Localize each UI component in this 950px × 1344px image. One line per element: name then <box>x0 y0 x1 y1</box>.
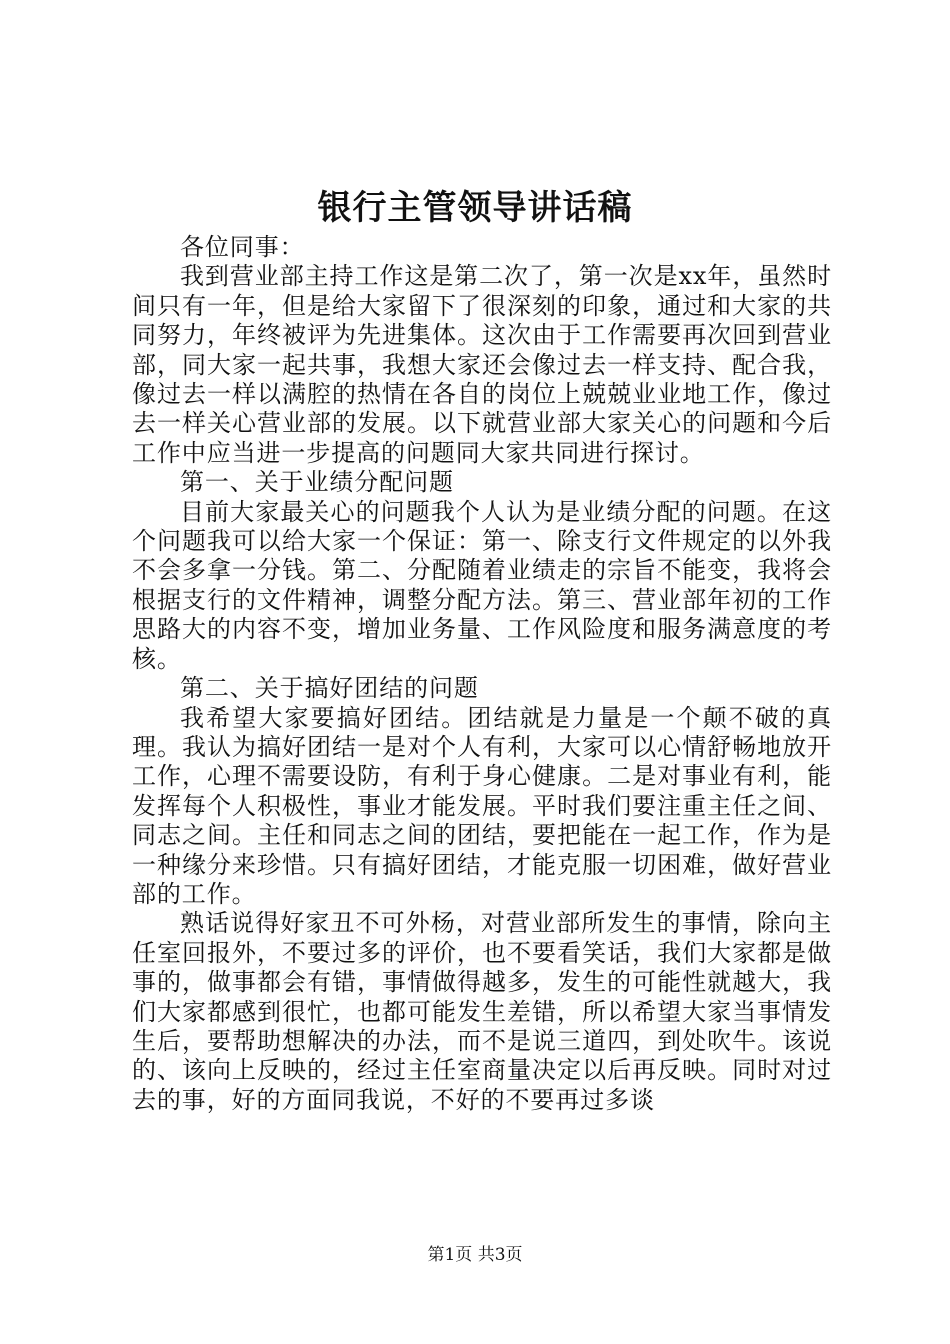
section-paragraph-1: 目前大家最关心的问题我个人认为是业绩分配的问题。在这个问题我可以给大家一个保证：第一、除支行文件规定的以外我不会多拿一分钱。第二、分配随着业绩走的宗旨不能变，我将会根据支行的文件精神，调整分配方法。第三、营业部年初的工作思路大的内容不变，增加业务量、工作风险度和服务满意度的考核。 <box>132 497 832 673</box>
section-heading-1: 第一、关于业绩分配问题 <box>180 468 454 497</box>
section-heading-2: 第二、关于搞好团结的问题 <box>180 674 479 703</box>
greeting-paragraph: 各位同事： <box>180 233 305 261</box>
document-title: 银行主管领导讲话稿 <box>317 188 633 228</box>
intro-paragraph: 我到营业部主持工作这是第二次了，第一次是xx年，虽然时间只有一年，但是给大家留下了很深刻的印象，通过和大家的共同努力，年终被评为先进集体。这次由于工作需要再次回到营业部，同大家一起共事，我想大家还会像过去一样支持、配合我，像过去一样以满腔的热情在各自的岗位上兢兢业业地工作，像过去一样关心营业部的发展。以下就营业部大家关心的问题和今后工作中应当进一步提高的问题同大家共同进行探讨。 <box>132 262 832 467</box>
section-paragraph-3: 熟话说得好家丑不可外杨，对营业部所发生的事情，除向主任室回报外，不要过多的评价，也不要看笑话，我们大家都是做事的，做事都会有错，事情做得越多，发生的可能性就越大，我们大家都感到很忙，也都可能发生差错，所以希望大家当事情发生后，要帮助想解决的办法，而不是说三道四，到处吹牛。该说的、该向上反映的，经过主任室商量决定以后再反映。同时对过去的事，好的方面同我说，不好的不要再过多谈 <box>132 909 832 1114</box>
document-body <box>132 233 832 1115</box>
section-paragraph-2: 我希望大家要搞好团结。团结就是力量是一个颠不破的真理。我认为搞好团结一是对个人有利，大家可以心情舒畅地放开工作，心理不需要设防，有利于身心健康。二是对事业有利，能发挥每个人积极性，事业才能发展。平时我们要注重主任之间、同志之间。主任和同志之间的团结，要把能在一起工作，作为是一种缘分来珍惜。只有搞好团结，才能克服一切困难，做好营业部的工作。 <box>132 703 832 908</box>
page-number-footer: 第1页 共3页 <box>427 1245 523 1265</box>
